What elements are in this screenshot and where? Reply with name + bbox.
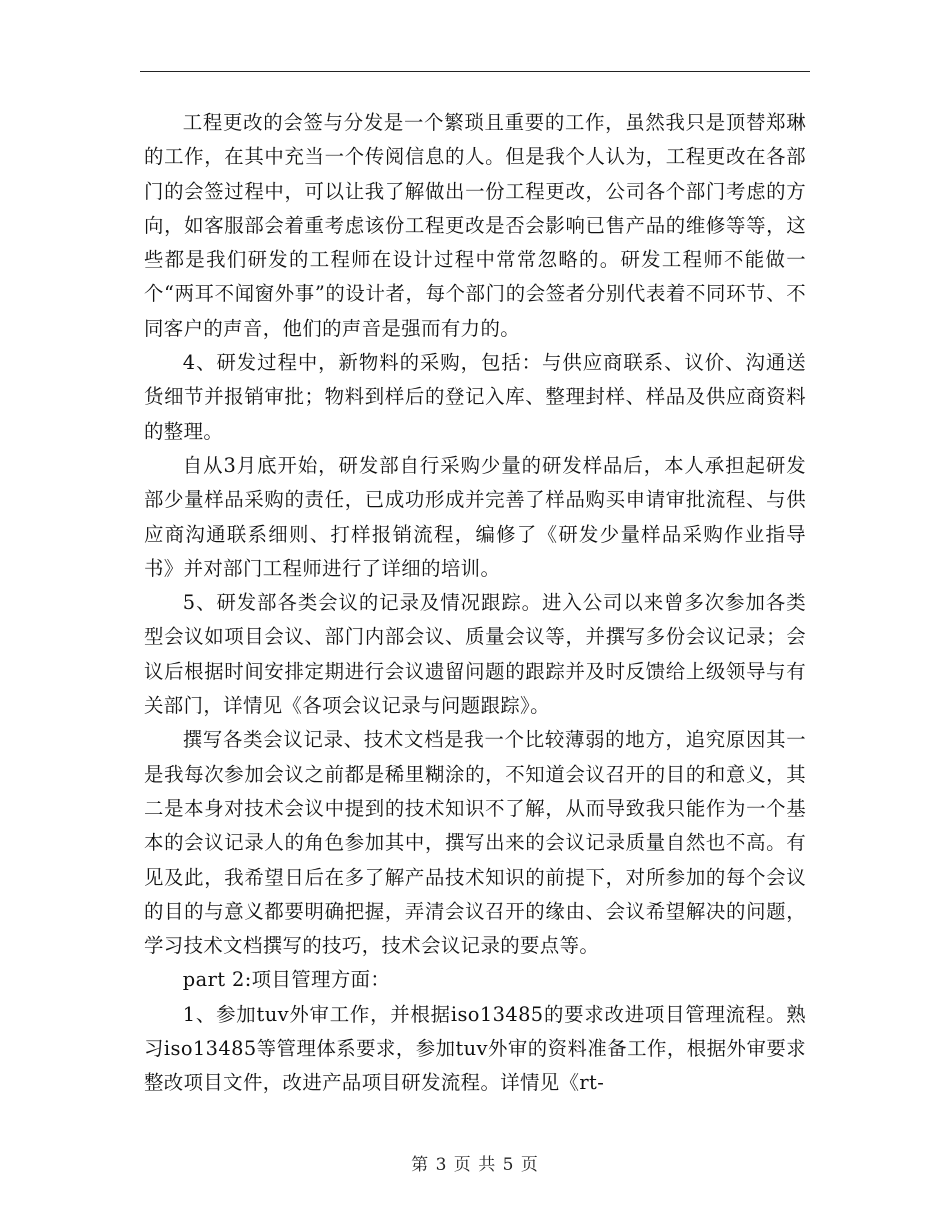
page-footer: 第 3 页 共 5 页 — [411, 1155, 539, 1175]
paragraph-item-4-procurement: 4、研发过程中，新物料的采购，包括：与供应商联系、议价、沟通送货细节并报销审批；物料到样后的登记入库、整理封样、样品及供应商资料的整理。 — [144, 351, 806, 443]
paragraph-sample-procurement: 自从3月底开始，研发部自行采购少量的研发样品后，本人承担起研发部少量样品采购的责任，已成功形成并完善了样品购买申请审批流程、与供应商沟通联系细则、打样报销流程，编修了《研发少量样品采购作业指导书》并对部门工程师进行了详细的培训。 — [144, 453, 806, 580]
paragraph-meeting-records-reflection: 撰写各类会议记录、技术文档是我一个比较薄弱的地方，追究原因其一是我每次参加会议之前都是稀里糊涂的，不知道会议召开的目的和意义，其二是本身对技术会议中提到的技术知识不了解，从而导致我只能作为一个基本的会议记录人的角色参加其中，撰写出来的会议记录质量自然也不高。有见及此，我希望日后在多了解产品技术知识的前提下，对所参加的每个会议的目的与意义都要明确把握，弄清会议召开的缘由、会议希望解决的问题，学习技术文档撰写的技巧，技术会议记录的要点等。 — [144, 728, 806, 958]
header-rule — [140, 71, 810, 72]
body-text — [144, 106, 806, 1101]
paragraph-engineering-change: 工程更改的会签与分发是一个繁琐且重要的工作，虽然我只是顶替郑琳的工作，在其中充当一个传阅信息的人。但是我个人认为，工程更改在各部门的会签过程中，可以让我了解做出一份工程更改，公司各个部门考虑的方向，如客服部会着重考虑该份工程更改是否会影响已售产品的维修等等，这些都是我们研发的工程师在设计过程中常常忽略的。研发工程师不能做一个“两耳不闻窗外事”的设计者，每个部门的会签者分别代表着不同环节、不同客户的声音，他们的声音是强而有力的。 — [144, 111, 806, 340]
paragraph-item-5-meetings: 5、研发部各类会议的记录及情况跟踪。进入公司以来曾多次参加各类型会议如项目会议、部门内部会议、质量会议等，并撰写多份会议记录；会议后根据时间安排定期进行会议遗留问题的跟踪并及时反馈给上级领导与有关部门，详情见《各项会议记录与问题跟踪》。 — [144, 591, 806, 718]
paragraph-item-1-tuv-audit: 1、参加tuv外审工作，并根据iso13485的要求改进项目管理流程。熟习iso13485等管理体系要求，参加tuv外审的资料准备工作，根据外审要求整改项目文件，改进产品项目研发流程。详情见《rt- — [144, 1002, 806, 1095]
section-heading-part-2: part 2:项目管理方面： — [182, 968, 391, 992]
